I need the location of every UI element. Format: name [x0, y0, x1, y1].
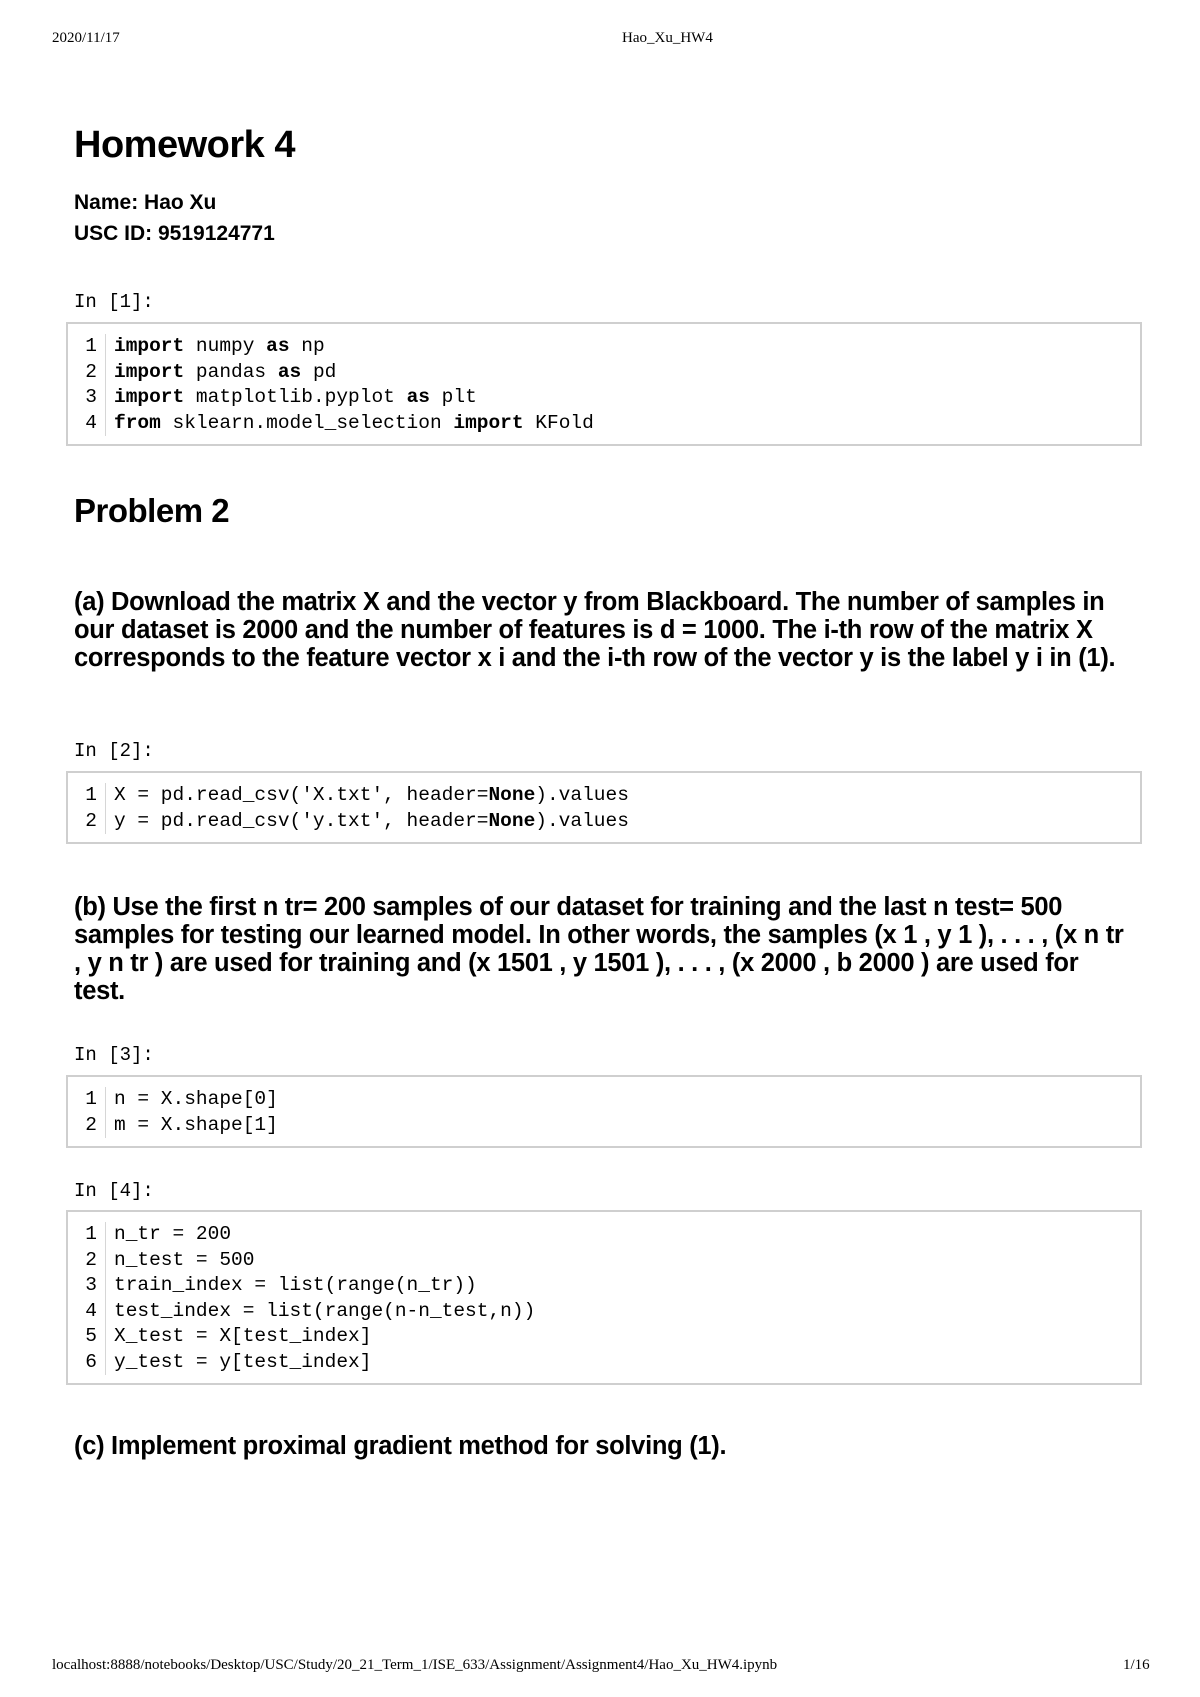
part-b-heading: (b) Use the first n tr= 200 samples of our dataset for training and the last n test= 500 samples for testing our learned model. In other words, the samples (x 1 , y 1 ), . . . , (x n tr , y n tr ) are used for training and (x 1501 , y 1501 ), . . . , (x 2000 , b 2000 ) are used for test. — [74, 893, 1124, 1005]
problem-heading: Problem 2 — [74, 492, 230, 529]
author-name: Name: Hao Xu — [74, 191, 217, 214]
code-cell[interactable] — [66, 322, 1142, 446]
notebook-title: Homework 4 — [74, 124, 295, 166]
code-line: 4 from sklearn.model_selection import KFold — [68, 411, 1140, 437]
line-number: 2 — [68, 1113, 106, 1139]
line-number: 1 — [68, 783, 106, 809]
cell-prompt: In [2]: — [74, 740, 154, 762]
code-line: 2 m = X.shape[1] — [68, 1113, 1140, 1139]
code-line: 6 y_test = y[test_index] — [68, 1350, 1140, 1376]
page-number: 1/16 — [1123, 1657, 1150, 1673]
cell-prompt: In [3]: — [74, 1044, 154, 1066]
code-line: 1 n = X.shape[0] — [68, 1087, 1140, 1113]
code-line: 2 y = pd.read_csv('y.txt', header=None).values — [68, 809, 1140, 835]
code-cell[interactable] — [66, 1210, 1142, 1385]
line-number: 3 — [68, 385, 106, 411]
part-a-heading: (a) Download the matrix X and the vector y from Blackboard. The number of samples in our dataset is 2000 and the number of features is d = 1000. The i-th row of the matrix X corresponds to the feature vector x i and the i-th row of the vector y is the label y i in (1). — [74, 588, 1116, 672]
line-number: 1 — [68, 334, 106, 360]
line-number: 3 — [68, 1273, 106, 1299]
line-number: 1 — [68, 1222, 106, 1248]
cell-prompt: In [1]: — [74, 291, 154, 313]
part-c-heading: (c) Implement proximal gradient method for solving (1). — [74, 1432, 727, 1460]
print-date: 2020/11/17 — [52, 30, 120, 46]
line-number: 1 — [68, 1087, 106, 1113]
line-number: 4 — [68, 411, 106, 437]
cell-prompt: In [4]: — [74, 1180, 154, 1202]
line-number: 2 — [68, 1248, 106, 1274]
code-line: 1 import numpy as np — [68, 334, 1140, 360]
print-title: Hao_Xu_HW4 — [622, 30, 713, 46]
code-line: 2 n_test = 500 — [68, 1248, 1140, 1274]
code-line: 1 X = pd.read_csv('X.txt', header=None).values — [68, 783, 1140, 809]
code-line: 1 n_tr = 200 — [68, 1222, 1140, 1248]
code-cell[interactable] — [66, 771, 1142, 844]
line-number: 5 — [68, 1324, 106, 1350]
line-number: 2 — [68, 360, 106, 386]
code-cell[interactable] — [66, 1075, 1142, 1148]
code-line: 4 test_index = list(range(n-n_test,n)) — [68, 1299, 1140, 1325]
code-line: 3 import matplotlib.pyplot as plt — [68, 385, 1140, 411]
code-line: 2 import pandas as pd — [68, 360, 1140, 386]
print-url: localhost:8888/notebooks/Desktop/USC/Study/20_21_Term_1/ISE_633/Assignment/Assignment4/Hao_Xu_HW4.ipynb — [52, 1657, 778, 1673]
code-line: 5 X_test = X[test_index] — [68, 1324, 1140, 1350]
line-number: 2 — [68, 809, 106, 835]
student-id: USC ID: 9519124771 — [74, 222, 275, 245]
line-number: 6 — [68, 1350, 106, 1376]
line-number: 4 — [68, 1299, 106, 1325]
code-line: 3 train_index = list(range(n_tr)) — [68, 1273, 1140, 1299]
